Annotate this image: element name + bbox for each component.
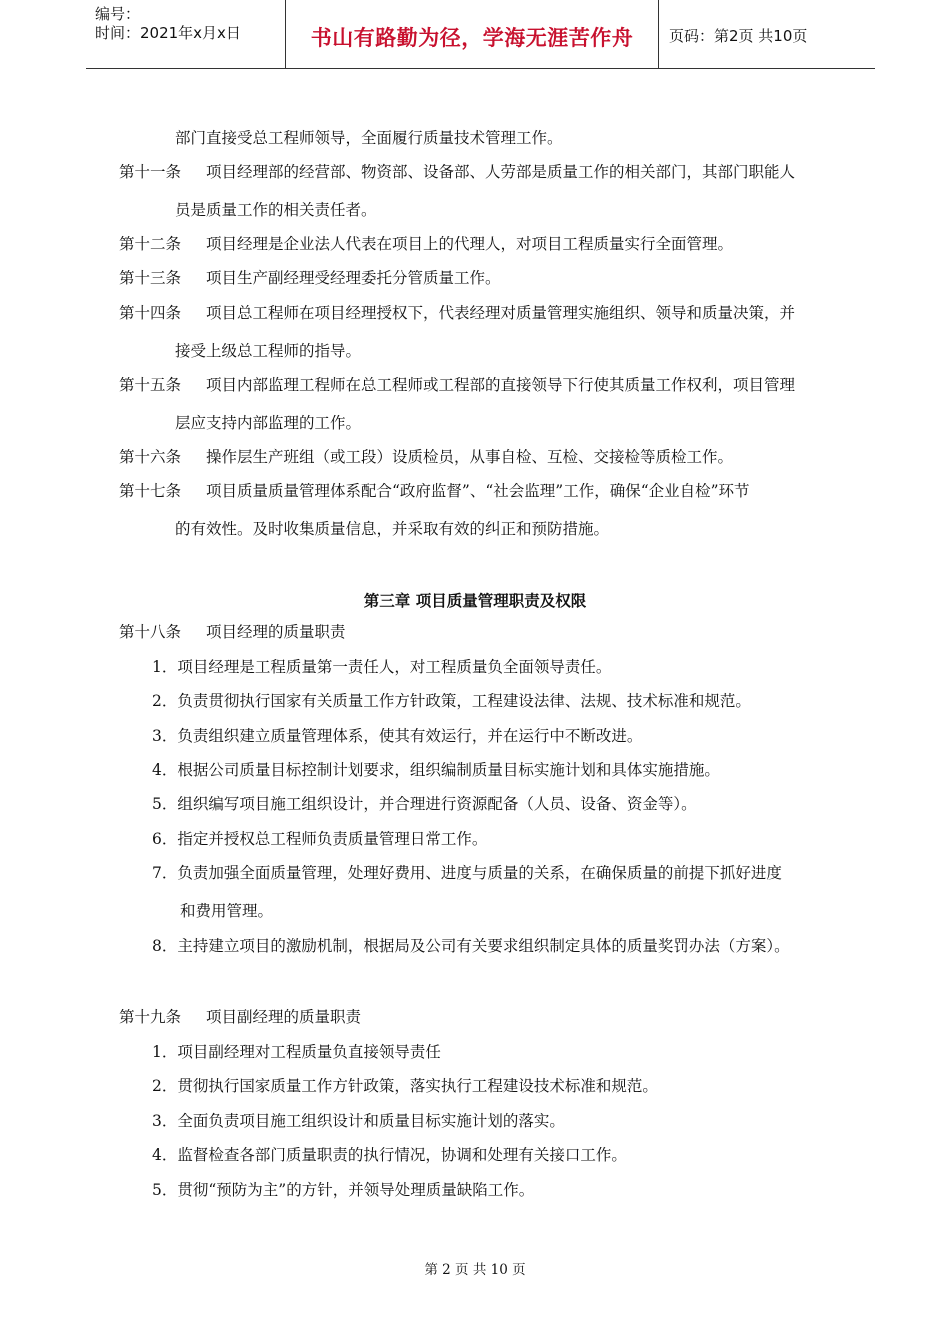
- article-text: 项目生产副经理受经理委托分管质量工作。: [206, 269, 501, 287]
- article-text: 项目经理是企业法人代表在项目上的代理人，对项目工程质量实行全面管理。: [206, 235, 734, 253]
- article-15: [119, 375, 795, 395]
- document-time-label: 时间：2021年x月x日: [95, 24, 241, 42]
- page-header: [86, 0, 875, 69]
- chapter-heading: 第三章 项目质量管理职责及权限: [363, 591, 587, 610]
- article-18: [119, 622, 346, 642]
- list-item: 1．项目经理是工程质量第一责任人，对工程质量负全面领导责任。: [152, 658, 612, 676]
- article-number: 第十三条: [119, 269, 182, 287]
- article-number: 第十六条: [119, 448, 182, 466]
- list-item: 6．指定并授权总工程师负责质量管理日常工作。: [152, 830, 488, 848]
- header-slogan-cell: [286, 0, 659, 68]
- list-item: 5．贯彻“预防为主”的方针，并领导处理质量缺陷工作。: [152, 1181, 535, 1199]
- document-number-label: 编号：: [95, 5, 141, 23]
- article-number: 第十二条: [119, 235, 182, 253]
- article-text: 项目质量质量管理体系配合“政府监督”、“社会监理”工作，确保“企业自检”环节: [206, 482, 750, 500]
- article-number: 第十九条: [119, 1008, 182, 1026]
- list-item-cont: 和费用管理。: [180, 902, 274, 920]
- list-item: 1．项目副经理对工程质量负直接领导责任: [152, 1043, 441, 1061]
- article-text: 操作层生产班组（或工段）设质检员，从事自检、互检、交接检等质检工作。: [206, 448, 734, 466]
- article-number: 第十一条: [119, 163, 182, 181]
- list-item: 7．负责加强全面质量管理，处理好费用、进度与质量的关系，在确保质量的前提下抓好进度: [152, 864, 782, 882]
- list-item: 3．负责组织建立质量管理体系，使其有效运行，并在运行中不断改进。: [152, 727, 643, 745]
- article-text: 项目内部监理工程师在总工程师或工程部的直接领导下行使其质量工作权利，项目管理: [206, 376, 796, 394]
- article-14: [119, 303, 795, 323]
- article-text: 项目总工程师在项目经理授权下，代表经理对质量管理实施组织、领导和质量决策，并: [206, 304, 796, 322]
- list-item: 4．根据公司质量目标控制计划要求，组织编制质量目标实施计划和具体实施措施。: [152, 761, 720, 779]
- article-15-cont: 层应支持内部监理的工作。: [175, 414, 362, 432]
- article-number: 第十四条: [119, 304, 182, 322]
- article-11-cont: 员是质量工作的相关责任者。: [175, 201, 377, 219]
- article-title: 项目副经理的质量职责: [206, 1008, 362, 1026]
- article-14-cont: 接受上级总工程师的指导。: [175, 342, 362, 360]
- list-item: 2．贯彻执行国家质量工作方针政策，落实执行工程建设技术标准和规范。: [152, 1077, 658, 1095]
- article-title: 项目经理的质量职责: [206, 623, 346, 641]
- article-text: 项目经理部的经营部、物资部、设备部、人劳部是质量工作的相关部门，其部门职能人: [206, 163, 796, 181]
- article-number: 第十八条: [119, 623, 182, 641]
- list-item: 4．监督检查各部门质量职责的执行情况，协调和处理有关接口工作。: [152, 1146, 627, 1164]
- article-12: [119, 234, 733, 254]
- article-13: [119, 268, 501, 288]
- header-page-number: 页码：第2页 共10页: [669, 27, 808, 45]
- list-item: 3．全面负责项目施工组织设计和质量目标实施计划的落实。: [152, 1112, 565, 1130]
- article-19: [119, 1007, 361, 1027]
- header-meta-cell: [86, 0, 286, 68]
- list-item: 8．主持建立项目的激励机制，根据局及公司有关要求组织制定具体的质量奖罚办法（方案）。: [152, 937, 790, 955]
- list-item: 5．组织编写项目施工组织设计，并合理进行资源配备（人员、设备、资金等）。: [152, 795, 697, 813]
- page-footer: 第 2 页 共 10 页: [424, 1262, 526, 1278]
- article-11: [119, 162, 795, 182]
- header-page-cell: [659, 0, 875, 68]
- article-number: 第十五条: [119, 376, 182, 394]
- header-slogan: 书山有路勤为径，学海无涯苦作舟: [310, 26, 634, 50]
- list-item: 2．负责贯彻执行国家有关质量工作方针政策，工程建设法律、法规、技术标准和规范。: [152, 692, 751, 710]
- paragraph-line: 部门直接受总工程师领导，全面履行质量技术管理工作。: [175, 129, 563, 147]
- article-17: [119, 481, 750, 501]
- article-number: 第十七条: [119, 482, 182, 500]
- article-17-cont: 的有效性。及时收集质量信息，并采取有效的纠正和预防措施。: [175, 520, 610, 538]
- article-16: [119, 447, 733, 467]
